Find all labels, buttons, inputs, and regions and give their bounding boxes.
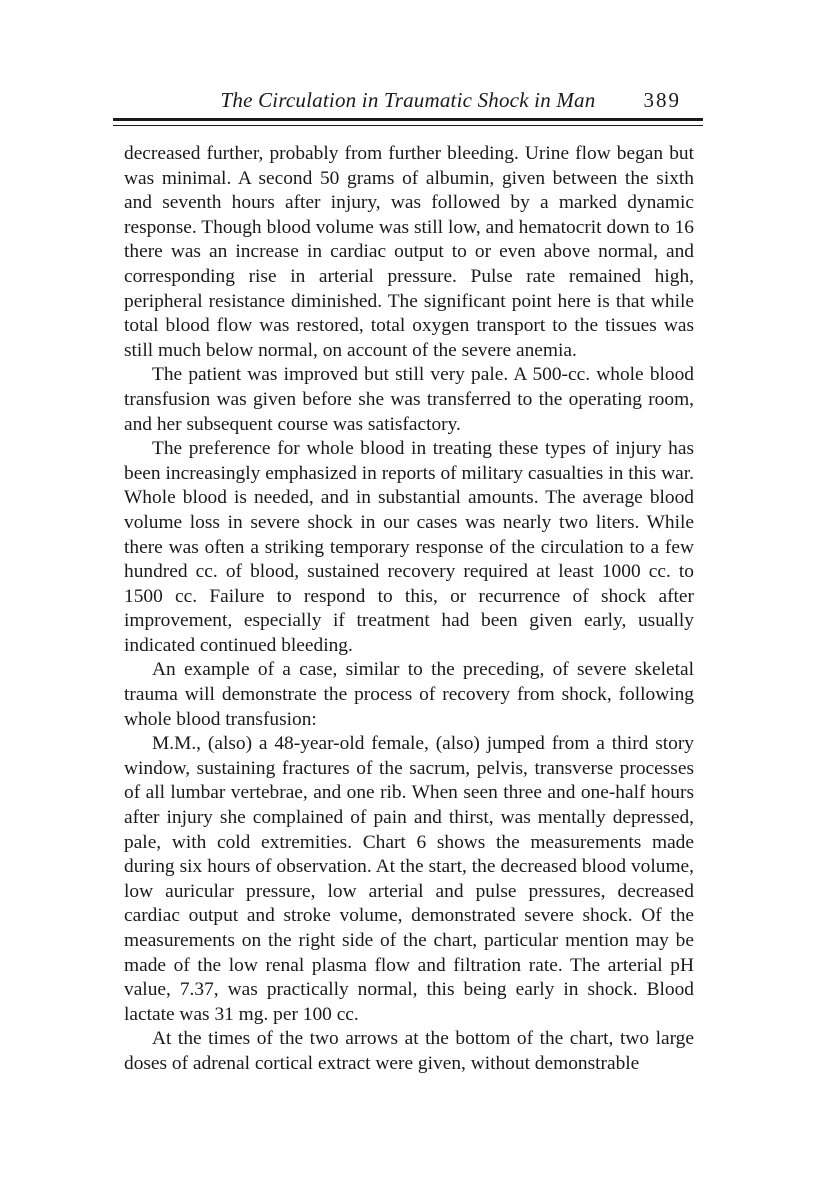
running-head-title: The Circulation in Traumatic Shock in Man <box>220 88 596 112</box>
header-rule-thick <box>113 118 703 121</box>
body-text <box>124 142 694 1077</box>
running-head <box>113 86 703 116</box>
page-number: 389 <box>643 88 681 112</box>
paragraph-patient-improved: The patient was improved but still very pale. A 500-cc. whole blood transfusion was given before she was transferred to the operating room, and her subsequent course was satisfactory. <box>124 364 694 435</box>
paragraph-adrenal-extract: At the times of the two arrows at the bottom of the chart, two large doses of adrenal cortical extract were given, without demonstrable <box>124 1028 694 1074</box>
header-rule-thin <box>113 125 703 126</box>
paragraph-whole-blood-preference: The preference for whole blood in treating these types of injury has been increasingly emphasized in reports of military casualties in this war. Whole blood is needed, and in substantial amounts. The average blood volume loss in severe shock in our cases was nearly two liters. While there was often a striking temporary response of the circulation to a few hundred cc. of blood, sustained recovery required at least 1000 cc. to 1500 cc. Failure to respond to this, or recurrence of shock after improvement, especially if treatment had been given early, usually indicated continued bleeding. <box>124 438 694 656</box>
paragraph-case-example-intro: An example of a case, similar to the preceding, of severe skeletal trauma will demonstrate the process of recovery from shock, following whole blood transfusion: <box>124 659 694 730</box>
paragraph-case-mm: M.M., (also) a 48-year-old female, (also) jumped from a third story window, sustaining fractures of the sacrum, pelvis, transverse processes of all lumbar vertebrae, and one rib. When seen three and one-half hours after injury she complained of pain and thirst, was mentally depressed, pale, with cold extremities. Chart 6 shows the measurements made during six hours of observation. At the start, the decreased blood volume, low auricular pressure, low arterial and pulse pressures, decreased cardiac output and stroke volume, demonstrated severe shock. Of the measurements on the right side of the chart, particular mention may be made of the low renal plasma flow and filtration rate. The arterial pH value, 7.37, was practically normal, this being early in shock. Blood lactate was 31 mg. per 100 cc. <box>124 733 694 1025</box>
paragraph-continued: decreased further, probably from further bleeding. Urine flow began but was minimal. A second 50 grams of albumin, given between the sixth and seventh hours after injury, was followed by a marked dynamic response. Though blood volume was still low, and hematocrit down to 16 there was an increase in cardiac output to or even above normal, and corresponding rise in arterial pressure. Pulse rate remained high, peripheral resistance diminished. The significant point here is that while total blood flow was restored, total oxygen transport to the tissues was still much below normal, on account of the severe anemia. <box>124 143 694 361</box>
